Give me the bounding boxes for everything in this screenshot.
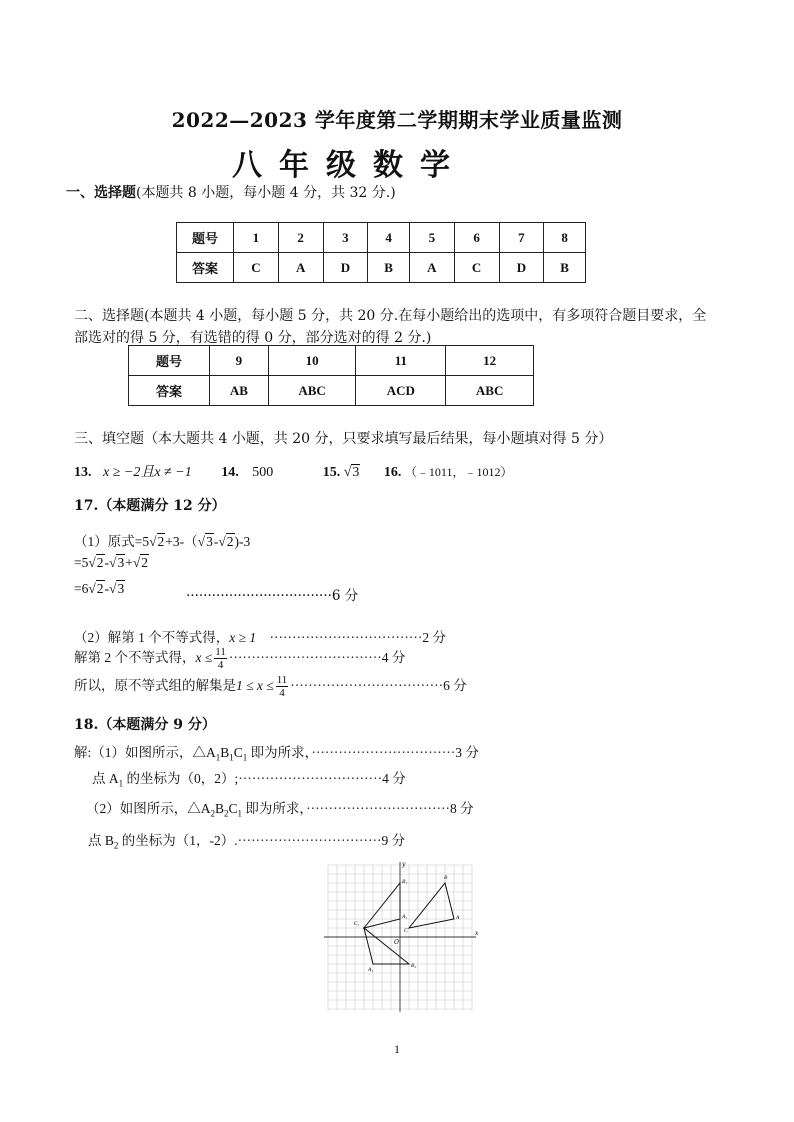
q17-l3-rad1: 2 <box>96 581 104 596</box>
leader-dots: ································ <box>238 771 383 786</box>
table1-answer: C <box>454 253 499 283</box>
q17-l6-text: 所以，原不等式组的解集是 <box>74 678 236 693</box>
q17-l4-math: x ≥ 1 <box>229 630 257 645</box>
q13-answer: x ≥ −2且x ≠ −1 <box>103 465 192 480</box>
q17-line4 <box>74 626 446 646</box>
q18-heading: 18.（本题满分 9 分） <box>74 717 216 733</box>
table1-answer-label: 答案 <box>177 253 234 283</box>
q17-l1-prefix: （1）原式=5 <box>74 534 150 549</box>
table1-number: 2 <box>278 223 323 253</box>
q18-l4-text: 点 B <box>88 833 114 848</box>
q18-l1-rest: 即为所求， <box>247 745 312 760</box>
table1-number: 3 <box>323 223 368 253</box>
q17-l1-dash: - <box>213 534 219 549</box>
q17-l2-rad2: 3 <box>117 555 125 570</box>
fraction <box>214 646 227 671</box>
coordinate-figure <box>318 860 480 1015</box>
q17-l1-rad2: 3 <box>206 534 213 549</box>
q18-l4-rest: 的坐标为（1，-2）. <box>118 833 238 848</box>
q17-l2-sqrt1: √2 <box>88 555 104 570</box>
vertex-labels <box>354 875 460 973</box>
origin-label: O <box>394 939 399 946</box>
label-a2: A₁ <box>368 967 374 973</box>
numerator: 11 <box>215 646 226 659</box>
q17-l3-prefix: =6 <box>74 581 89 596</box>
label-b: B <box>444 875 448 881</box>
page-subtitle: 八年级数学 <box>232 148 467 183</box>
score-label: 9 分 <box>381 833 406 848</box>
table1-answer: B <box>368 253 410 283</box>
table2-header-label: 题号 <box>129 346 210 376</box>
score-label: 3 分 <box>455 745 479 760</box>
section1-heading-bold: 一、选择题 <box>66 185 136 201</box>
q17-l3-sqrt2: √3 <box>109 581 125 596</box>
score-label: 8 分 <box>450 801 474 816</box>
q17-line3 <box>74 581 125 597</box>
q17-l4-text: （2）解第 1 个不等式得， <box>74 630 230 645</box>
label-c1: C₁ <box>354 921 360 927</box>
fraction <box>276 674 289 699</box>
answer-table-1 <box>176 222 586 283</box>
table2-answer-label: 答案 <box>129 376 210 406</box>
q13-number: 13. <box>74 465 92 480</box>
subscript: 1 <box>229 752 234 763</box>
answer-table-2 <box>128 345 534 406</box>
table2-number: 9 <box>210 346 269 376</box>
q17-l1-end: )-3 <box>234 534 251 549</box>
q18-l3-rest: 即为所求， <box>242 801 307 816</box>
label-a1: A₁ <box>402 914 408 920</box>
table1-header-label: 题号 <box>177 223 234 253</box>
table1-answer: D <box>499 253 544 283</box>
section1-heading <box>66 182 396 202</box>
q18-line2 <box>92 767 406 789</box>
section2-heading-line1: 二、选择题(本题共 4 小题，每小题 5 分，共 20 分.在每小题给出的选项中，有多项符合题目要求，全 <box>74 308 707 324</box>
leader-dots: ·································· <box>186 588 332 604</box>
subscript: 1 <box>237 808 243 819</box>
denominator: 4 <box>279 687 285 700</box>
q16-number: 16. <box>383 465 402 480</box>
label-b2: B₂ <box>411 963 417 969</box>
leader-dots: ································ <box>306 801 451 816</box>
q16-answer: （﹣1011，﹣1012） <box>404 465 513 479</box>
section2-heading <box>74 305 734 349</box>
q14-answer: 500 <box>252 465 274 480</box>
q17-l2-prefix: =5 <box>74 555 89 570</box>
numerator: 11 <box>276 674 288 687</box>
triangle-abc <box>409 883 454 928</box>
label-b1: B₁ <box>402 879 408 885</box>
page-title: 2022—2023 学年度第二学期期末学业质量监测 <box>171 108 623 132</box>
q18-l3-text: （2）如图所示，△A <box>86 801 211 816</box>
q17-l3-dash: - <box>104 581 110 596</box>
q17-l2-dash: - <box>104 555 110 570</box>
leader-dots: ·································· <box>290 678 444 693</box>
q17-l2-plus: + <box>125 555 133 570</box>
vertex-letter: B <box>220 745 230 760</box>
score-label: 6 分 <box>443 678 467 693</box>
q17-heading: 17.（本题满分 12 分） <box>74 498 226 514</box>
q17-line2 <box>74 555 149 571</box>
table1-answer: A <box>409 253 454 283</box>
q18-line3 <box>86 797 474 819</box>
q17-l5-math: x ≤ <box>195 650 213 665</box>
q17-l3-rad2: 3 <box>117 581 125 596</box>
q17-l6-math: 1 ≤ x ≤ <box>236 678 274 693</box>
table1-answer: D <box>323 253 368 283</box>
page-number: 1 <box>394 1042 400 1056</box>
q17-l2-rad1: 2 <box>96 555 104 570</box>
table2-number: 10 <box>268 346 356 376</box>
subscript: 2 <box>113 840 119 851</box>
q15-number: 15. <box>322 465 341 480</box>
q17-l5-text: 解第 2 个不等式得， <box>74 650 196 665</box>
subscript: 1 <box>215 752 221 763</box>
table1-number: 5 <box>409 223 454 253</box>
subscript: 2 <box>210 808 215 819</box>
x-axis-label: x <box>475 930 479 937</box>
label-a: A <box>456 915 460 921</box>
leader-dots: ·································· <box>269 630 423 645</box>
table2-number: 12 <box>446 346 534 376</box>
q14-number: 14. <box>221 465 239 480</box>
q17-l2-rad3: 2 <box>141 555 149 570</box>
fill-answers-row <box>74 461 512 481</box>
table1-answer: A <box>278 253 323 283</box>
table1-number: 8 <box>544 223 586 253</box>
q18-l1-text: 解:（1）如图所示，△A <box>74 745 216 760</box>
score-label: 2 分 <box>422 630 447 645</box>
q17-l1-mid: +3-（ <box>165 534 198 549</box>
q15-radicand: 3 <box>352 465 360 480</box>
leader-dots: ································ <box>311 745 456 760</box>
section1-heading-rest: (本题共 8 小题，每小题 4 分，共 32 分.) <box>136 185 396 201</box>
q17-l1-rad3: 2 <box>226 534 234 549</box>
score-label: 4 分 <box>382 771 406 786</box>
score-label: 4 分 <box>381 650 406 665</box>
q15-answer: √3 <box>343 465 360 480</box>
q17-l1-sqrt1: √2 <box>149 534 165 549</box>
q17-line5 <box>74 646 405 671</box>
table2-answer: ABC <box>268 376 356 406</box>
q17-line1 <box>74 530 250 550</box>
q17-l2-sqrt3: √2 <box>132 555 149 570</box>
vertex-letter: C <box>228 801 238 816</box>
q18-l2-text: 点 A <box>92 771 119 786</box>
section2-heading-line2: 部选对的得 5 分，有选错的得 0 分，部分选对的得 2 分.) <box>74 330 432 346</box>
table1-number: 6 <box>454 223 499 253</box>
label-c: C <box>404 928 408 934</box>
q18-l2-rest: 的坐标为（0，2）; <box>123 771 239 786</box>
q17-l2-sqrt2: √3 <box>109 555 125 570</box>
denominator: 4 <box>217 659 224 672</box>
q17-l1-rad1: 2 <box>157 534 165 549</box>
q17-line6 <box>74 674 467 699</box>
section3-heading: 三、填空题（本大题共 4 小题，共 20 分，只要求填写最后结果，每小题填对得 5 分） <box>74 431 613 447</box>
subscript: 1 <box>242 752 248 763</box>
table1-answer: C <box>234 253 279 283</box>
vertex-letter: B <box>215 801 225 816</box>
table1-number: 7 <box>499 223 544 253</box>
table2-number: 11 <box>356 346 446 376</box>
subscript: 2 <box>224 808 229 819</box>
subscript: 1 <box>118 778 124 789</box>
table1-answer: B <box>544 253 586 283</box>
table2-answer: ABC <box>446 376 534 406</box>
table1-number: 4 <box>368 223 410 253</box>
leader-dots: ································ <box>237 833 382 848</box>
leader-dots: ·································· <box>228 650 382 665</box>
vertex-letter: C <box>233 745 243 760</box>
q18-line4 <box>88 829 405 851</box>
y-axis-label: y <box>402 861 406 868</box>
score-label: 6 分 <box>331 588 359 604</box>
table2-answer: ACD <box>356 376 446 406</box>
table1-number: 1 <box>234 223 279 253</box>
q17-l1-sqrt2: √3 <box>197 534 213 549</box>
table2-answer: AB <box>210 376 269 406</box>
q18-line1 <box>74 741 479 763</box>
q17-l1-sqrt3: √2 <box>218 534 234 549</box>
q17-line3-score <box>186 584 358 604</box>
q17-l3-sqrt1: √2 <box>88 581 104 596</box>
